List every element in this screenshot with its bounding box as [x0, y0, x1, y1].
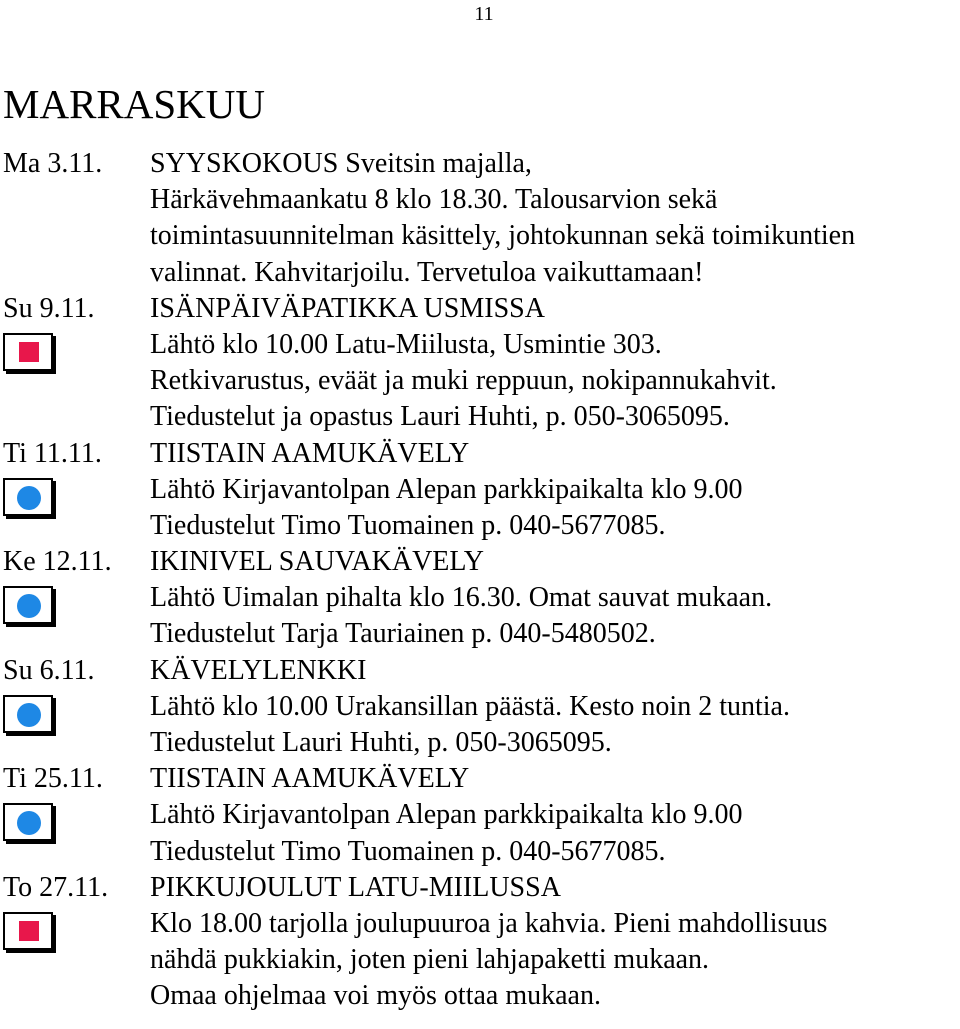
event-detail-line: valinnat. Kahvitarjoilu. Tervetuloa vaikuttamaan!	[150, 256, 704, 288]
red-square-icon	[3, 333, 53, 371]
event-entry	[0, 544, 960, 653]
event-detail-line: Härkävehmaankatu 8 klo 18.30. Talousarvion sekä	[150, 184, 718, 216]
circle-shape	[17, 594, 41, 618]
event-heading: TIISTAIN AAMUKÄVELY	[150, 763, 470, 795]
event-date: Ma 3.11.	[3, 148, 103, 179]
event-detail-line: Lähtö Kirjavantolpan Alepan parkkipaikalta klo 9.00	[150, 799, 743, 831]
event-detail-line: toimintasuunnitelman käsittely, johtokunnan sekä toimikuntien	[150, 220, 856, 252]
event-detail-line: Lähtö klo 10.00 Urakansillan päästä. Kesto noin 2 tuntia.	[150, 690, 790, 722]
event-detail-line: Tiedustelut Timo Tuomainen p. 040-5677085.	[150, 509, 666, 541]
blue-circle-icon	[3, 478, 53, 516]
event-entry	[0, 653, 960, 762]
event-detail-line: Tiedustelut Tarja Tauriainen p. 040-5480502.	[150, 618, 656, 650]
page-number: 11	[474, 3, 494, 25]
event-date: Ti 11.11.	[3, 437, 102, 469]
event-entry	[0, 146, 960, 291]
event-entry	[0, 761, 960, 870]
event-entry	[0, 436, 960, 545]
event-detail-line: Lähtö klo 10.00 Latu-Miilusta, Usmintie 303.	[150, 328, 662, 360]
event-detail-line: Retkivarustus, eväät ja muki reppuun, nokipannukahvit.	[150, 365, 777, 397]
event-date: Su 6.11.	[3, 654, 95, 686]
red-square-icon	[3, 912, 53, 950]
event-detail-line: Omaa ohjelmaa voi myös ottaa mukaan.	[150, 980, 601, 1012]
event-heading: KÄVELYLENKKI	[150, 654, 367, 686]
event-detail-line: Tiedustelut Lauri Huhti, p. 050-3065095.	[150, 727, 612, 758]
event-list	[0, 146, 960, 1015]
square-shape	[19, 342, 39, 362]
circle-shape	[17, 486, 41, 510]
event-detail-line: Tiedustelut Timo Tuomainen p. 040-5677085.	[150, 835, 666, 867]
event-detail-line: Tiedustelut ja opastus Lauri Huhti, p. 050-3065095.	[150, 401, 730, 433]
event-heading: TIISTAIN AAMUKÄVELY	[150, 437, 470, 469]
event-heading: IKINIVEL SAUVAKÄVELY	[150, 546, 484, 578]
event-detail-line: Lähtö Kirjavantolpan Alepan parkkipaikalta klo 9.00	[150, 473, 743, 505]
page-title: MARRASKUU	[3, 81, 265, 127]
event-entry	[0, 870, 960, 1015]
blue-circle-icon	[3, 695, 53, 733]
circle-shape	[17, 703, 41, 727]
event-date: Ke 12.11.	[3, 546, 112, 578]
blue-circle-icon	[3, 803, 53, 841]
blue-circle-icon	[3, 586, 53, 624]
event-heading: PIKKUJOULUT LATU-MIILUSSA	[150, 871, 561, 903]
circle-shape	[17, 811, 41, 835]
event-detail-line: Klo 18.00 tarjolla joulupuuroa ja kahvia. Pieni mahdollisuus	[150, 907, 828, 939]
event-detail-line: Lähtö Uimalan pihalta klo 16.30. Omat sauvat mukaan.	[150, 582, 773, 614]
event-date: Ti 25.11.	[3, 763, 103, 795]
event-date: Su 9.11.	[3, 292, 95, 324]
square-shape	[19, 921, 39, 941]
event-entry	[0, 291, 960, 436]
event-heading: SYYSKOKOUS Sveitsin majalla,	[150, 148, 532, 179]
event-detail-line: nähdä pukkiakin, joten pieni lahjapaketti mukaan.	[150, 944, 710, 976]
event-date: To 27.11.	[3, 871, 109, 903]
event-heading: ISÄNPÄIVÄPATIKKA USMISSA	[150, 292, 545, 324]
